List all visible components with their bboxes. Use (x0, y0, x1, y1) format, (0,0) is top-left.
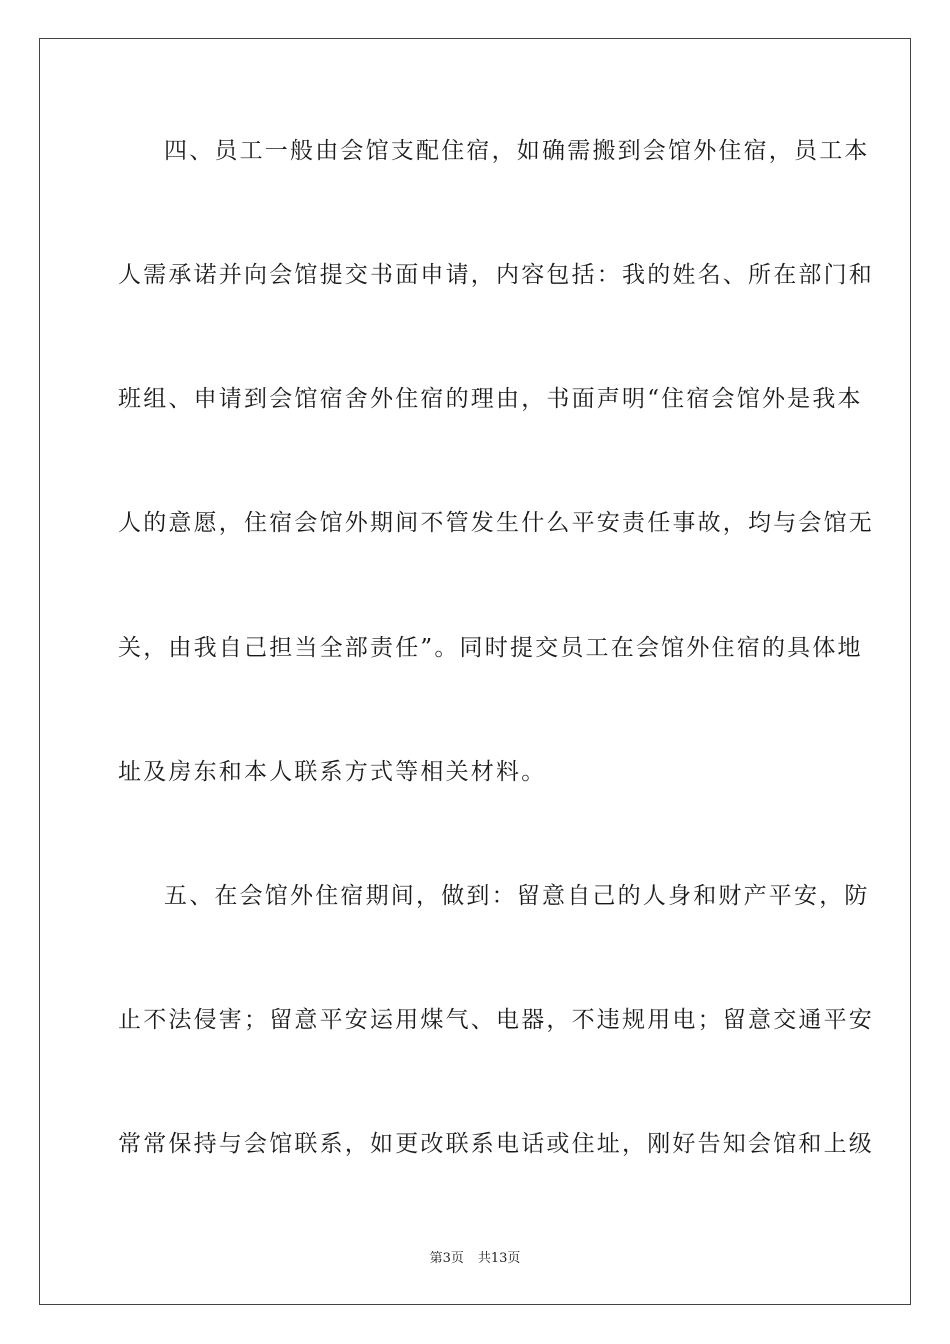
paragraph-4-line-3: 班组、申请到会馆宿舍外住宿的理由，书面声明“住宿会馆外是我本 (118, 386, 863, 412)
paragraph-5-line-2: 止不法侵害；留意平安运用煤气、电器，不违规用电；留意交通平安 (118, 1007, 874, 1033)
page-number: 第3页 (429, 1251, 464, 1266)
paragraph-4-line-2: 人需承诺并向会馆提交书面申请，内容包括：我的姓名、所在部门和 (118, 262, 874, 288)
page-footer (0, 1247, 950, 1266)
paragraph-5-line-1: 五、在会馆外住宿期间，做到：留意自己的人身和财产平安，防 (164, 883, 870, 909)
paragraph-4-line-5: 关，由我自己担当全部责任”。同时提交员工在会馆外住宿的具体地 (118, 635, 863, 661)
paragraph-4-line-4: 人的意愿，住宿会馆外期间不管发生什么平安责任事故，均与会馆无 (118, 510, 874, 536)
paragraph-4-line-1: 四、员工一般由会馆支配住宿，如确需搬到会馆外住宿，员工本 (164, 138, 870, 164)
page-border (39, 38, 911, 1305)
paragraph-4-line-6: 址及房东和本人联系方式等相关材料。 (118, 759, 547, 785)
paragraph-5-line-3: 常常保持与会馆联系，如更改联系电话或住址，刚好告知会馆和上级 (118, 1131, 874, 1157)
total-pages: 共13页 (477, 1251, 521, 1266)
